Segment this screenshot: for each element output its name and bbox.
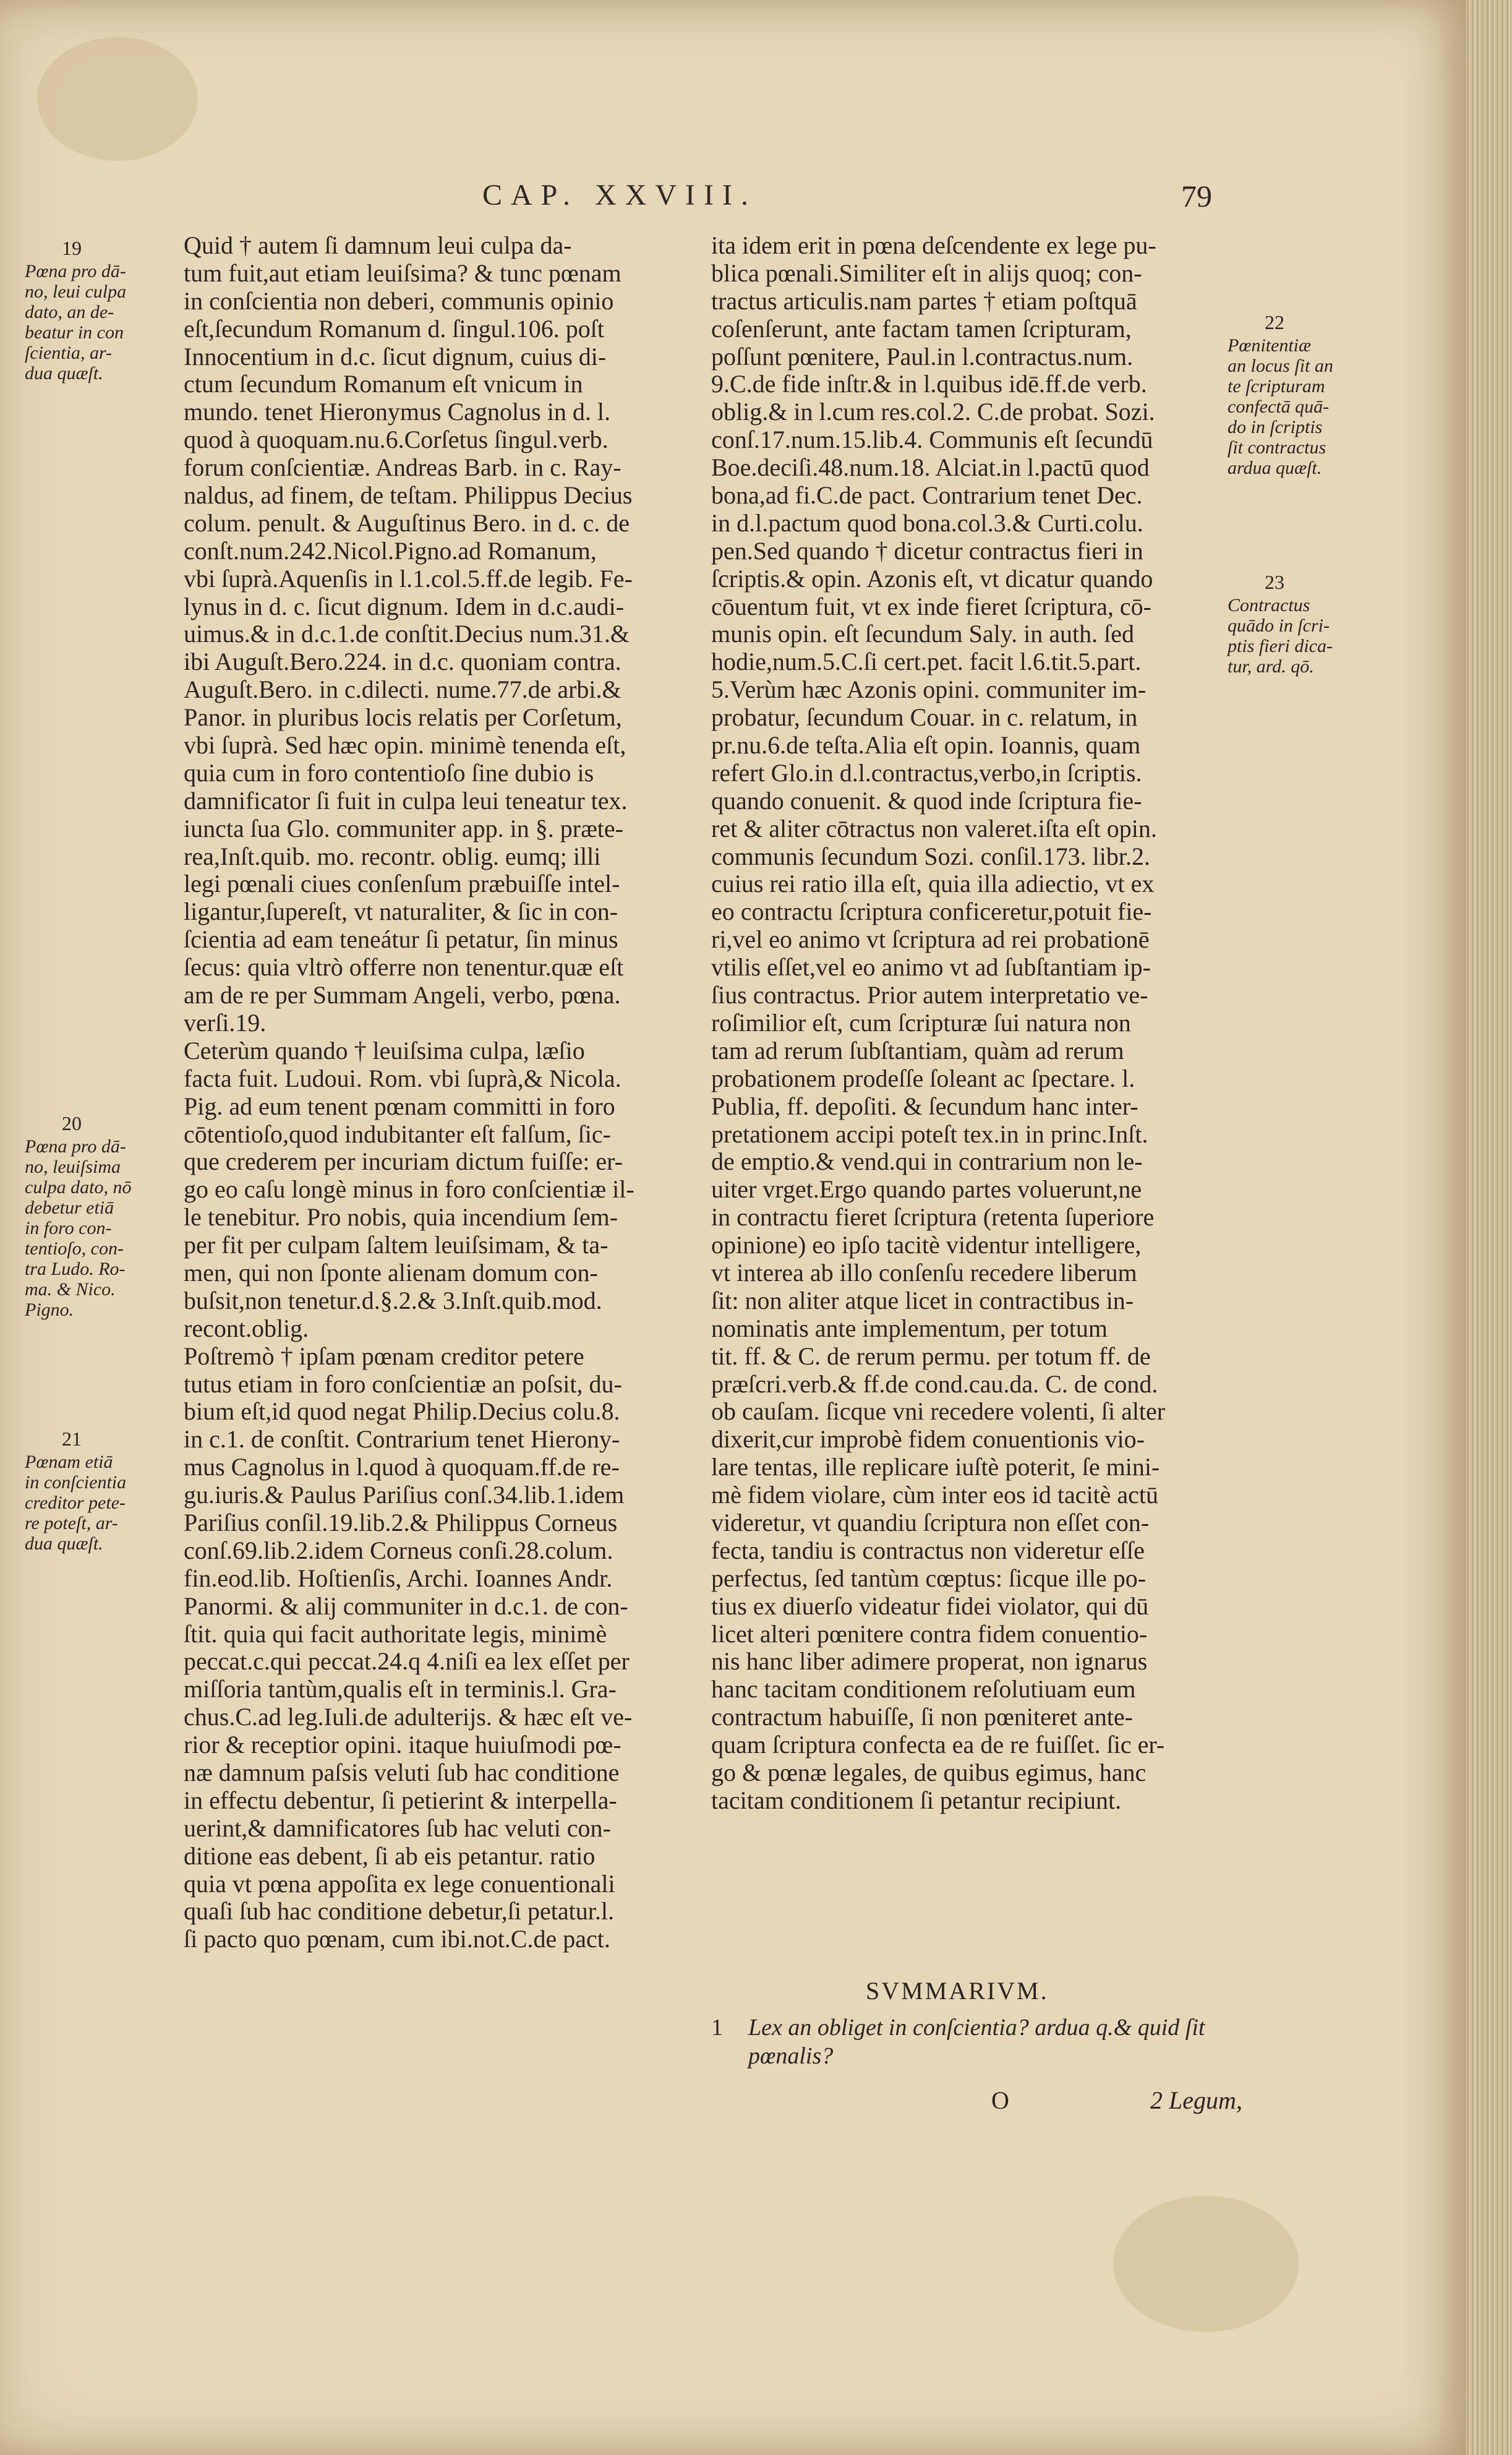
text-line: fecta, tandiu is contractus non videretur eſſe (711, 1536, 1145, 1564)
margin-note-line: beatur in con (25, 322, 124, 343)
margin-note-line: quādo in ſcri- (1228, 615, 1330, 636)
text-line: legi pœnali ciues conſenſum præbuiſſe intel- (184, 870, 620, 898)
text-line: uerint,& damnificatores ſub hac veluti con- (184, 1814, 611, 1842)
text-line: mè fidem violare, cùm inter eos id tacitè actū (711, 1481, 1159, 1509)
text-line: ri,vel eo animo vt ſcriptura ad rei probationē (711, 926, 1150, 954)
text-line: men, qui non ſponte alienam domum con- (184, 1259, 598, 1287)
text-line: ſi pacto quo pœnam, cum ibi.not.C.de pact. (184, 1926, 610, 1953)
text-line: recont.oblig. (184, 1314, 309, 1342)
text-line: nis hanc liber adimere properat, non ignarus (711, 1648, 1148, 1676)
margin-note-line: Contractus (1228, 595, 1310, 615)
text-line: ſit: non aliter atque licet in contractibus in- (711, 1287, 1134, 1314)
page-header (482, 178, 1212, 221)
margin-note-line: confectā quā- (1228, 396, 1330, 417)
margin-note-line: culpa dato, nō (25, 1177, 132, 1198)
text-line: Panor. in pluribus locis relatis per Corſetum, (184, 704, 622, 732)
margin-note (1228, 312, 1376, 478)
text-line: tum fuit,aut etiam leuiſsima? & tunc pœnam (184, 259, 621, 287)
text-line: quod à quoquam.nu.6.Corſetus ſingul.verb. (184, 426, 609, 454)
text-line: hanc tacitam conditionem reſolutiuam eum (711, 1676, 1136, 1703)
page-number: 79 (1181, 179, 1212, 213)
margin-note (25, 1429, 155, 1554)
margin-note-number: 21 (62, 1428, 82, 1450)
text-line: conſt.num.242.Nicol.Pigno.ad Romanum, (184, 537, 597, 565)
margin-note-line: no, leuiſsima (25, 1157, 121, 1177)
text-line: ibi Auguſt.Bero.224. in d.c. quoniam contra. (184, 648, 621, 676)
margin-note-line: in foro con- (25, 1218, 112, 1238)
catchword: 2 Legum, (1150, 2086, 1242, 2114)
text-line: lare tentas, ille replicare iuſtè poterit, ſe mini- (711, 1454, 1160, 1481)
text-line: facta fuit. Ludoui. Rom. vbi ſuprà,& Nicola. (184, 1065, 621, 1092)
text-line: Boe.deciſi.48.num.18. Alciat.in l.pactū quod (711, 454, 1150, 482)
text-line: lynus in d. c. ſicut dignum. Idem in d.c.audi- (184, 593, 625, 620)
text-line: næ damnum paſsis veluti ſub hac conditione (184, 1759, 620, 1786)
text-line: in c.1. de conſtit. Contrarium tenet Hierony- (184, 1426, 620, 1454)
text-line: præſcri.verb.& ff.de cond.cau.da. C. de cond. (711, 1370, 1158, 1398)
text-line: tutus etiam in foro conſcientiæ an poſsit, du- (184, 1370, 622, 1398)
text-line: in conſcientia non deberi, communis opinio (184, 287, 614, 315)
text-line: Pariſius conſil.19.lib.2.& Philippus Corneus (184, 1509, 618, 1536)
text-line: Pig. ad eum tenent pœnam committi in foro (184, 1092, 615, 1120)
text-line: ſtit. quia qui facit authoritate legis, minimè (184, 1620, 607, 1648)
margin-note-number: 23 (1265, 571, 1284, 593)
text-line: peccat.c.qui peccat.24.q 4.niſi ea lex eſſet per (184, 1648, 630, 1676)
text-line: Quid † autem ſi damnum leui culpa da- (184, 232, 572, 259)
text-line: fin.eod.lib. Hoſtienſis, Archi. Ioannes Andr. (184, 1564, 613, 1592)
margin-note-line: no, leui culpa (25, 281, 127, 302)
text-line: tius ex diuerſo videatur fidei violator, qui dū (711, 1592, 1149, 1620)
margin-note-line: ardua quæſt. (1228, 458, 1322, 478)
page-edges (1466, 0, 1512, 2455)
text-line: probationem prodeſſe ſoleant ac ſpectare. l. (711, 1065, 1135, 1092)
margin-note-line: in conſcientia (25, 1472, 127, 1493)
margin-note-number: 19 (62, 237, 82, 259)
paper-stain (37, 37, 198, 161)
text-line: ſius contractus. Prior autem interpretatio ve- (711, 982, 1148, 1009)
text-line: ligantur,ſupereſt, vt naturaliter, & ſic in con- (184, 898, 618, 926)
text-line: ctum ſecundum Romanum eſt vnicum in (184, 371, 583, 398)
text-line: ſcriptis.& opin. Azonis eſt, vt dicatur quando (711, 565, 1153, 593)
text-line: ita idem erit in pœna deſcendente ex lege pu- (711, 232, 1156, 259)
text-line: vbi ſuprà.Aquenſis in l.1.col.5.ff.de legib. Fe- (184, 565, 633, 593)
text-line: poſſunt pœnitere, Paul.in l.contractus.num. (711, 343, 1134, 371)
text-line: chus.C.ad leg.Iuli.de adulterijs. & hæc eſt ve- (184, 1703, 633, 1731)
text-line: Poſtremò † ipſam pœnam creditor petere (184, 1342, 584, 1370)
text-line: vbi ſuprà. Sed hæc opin. minimè tenenda eſt, (184, 732, 626, 760)
text-line: quaſi ſub hac conditione debetur,ſi petatur.l. (184, 1898, 614, 1926)
text-line: ſecus: quia vltrò offerre non tenentur.quæ eſt (184, 954, 624, 982)
text-line: cuius rei ratio illa eſt, quia illa adiectio, vt ex (711, 870, 1155, 898)
text-line: damnificator ſi fuit in culpa leui teneatur tex. (184, 787, 628, 815)
text-line: gu.iuris.& Paulus Pariſius conſ.34.lib.1.idem (184, 1481, 625, 1509)
margin-note-line: tra Ludo. Ro- (25, 1259, 126, 1279)
text-line: iuncta ſua Glo. communiter app. in §. præte- (184, 815, 623, 842)
text-line: verſi.19. (184, 1009, 267, 1037)
margin-note-line: ſcientia, ar- (25, 343, 113, 363)
margin-note-line: Pœnam etiā (25, 1452, 113, 1472)
text-line: que crederem per incuriam dictum fuiſſe: er- (184, 1148, 623, 1176)
text-line: quam ſcriptura confecta ea de re fuiſſet. ſic er- (711, 1731, 1165, 1759)
text-line: munis opin. eſt ſecundum Saly. in auth. ſed (711, 620, 1134, 648)
text-line: cōtentioſo,quod indubitanter eſt falſum, ſic- (184, 1120, 611, 1148)
margin-note-line: re poteſt, ar- (25, 1513, 118, 1533)
text-line: vtilis eſſet,vel eo animo vt ad ſubſtantiam ip- (711, 954, 1151, 982)
margin-note-number: 20 (62, 1112, 82, 1134)
text-line: cōuentum fuit, vt ex inde fieret ſcriptura, cō- (711, 593, 1151, 620)
text-line: nominatis ante implementum, per totum (711, 1314, 1108, 1342)
text-line: miſſoria tantùm,qualis eſt in terminis.l. Gra- (184, 1676, 617, 1703)
text-line: rea,Inſt.quib. mo. recontr. oblig. eumq; illi (184, 842, 601, 870)
left-text-column (184, 232, 674, 1953)
text-line: in contractu fieret ſcriptura (retenta ſuperiore (711, 1204, 1155, 1232)
text-line: perfectus, ſed tantùm cœptus: ſicque ille po- (711, 1564, 1147, 1592)
text-line: buſsit,non tenetur.d.§.2.& 3.Inſt.quib.mod. (184, 1287, 602, 1314)
text-line: probatur, ſecundum Couar. in c. relatum, in (711, 704, 1138, 732)
text-line: licet alteri pœnitere contra fidem conuentio- (711, 1620, 1148, 1648)
text-line: videretur, vt quandiu ſcriptura non eſſet con- (711, 1509, 1150, 1536)
margin-note-line: Pœna pro dā- (25, 1136, 126, 1157)
margin-note-line: te ſcripturam (1228, 376, 1325, 396)
text-line: Innocentium in d.c. ſicut dignum, cuius di- (184, 343, 607, 371)
text-line: tam ad rerum ſubſtantiam, quàm ad rerum (711, 1037, 1124, 1065)
margin-note-line: ma. & Nico. (25, 1279, 116, 1300)
text-line: hodie,num.5.C.ſi cert.pet. facit l.6.tit.5.part. (711, 648, 1142, 676)
text-line: pr.nu.6.de teſta.Alia eſt opin. Ioannis, quam (711, 732, 1141, 760)
text-line: le tenebitur. Pro nobis, quia incendium ſem- (184, 1204, 618, 1232)
text-line: bona,ad fi.C.de pact. Contrarium tenet Dec. (711, 482, 1143, 510)
text-line: dixerit,cur improbè fidem conuentionis vio- (711, 1426, 1145, 1454)
text-line: 9.C.de fide inſtr.& in l.quibus idē.ff.de verb. (711, 371, 1147, 398)
margin-note-line: debetur etiā (25, 1198, 114, 1218)
text-line: pretationem accipi poteſt tex.in in princ.Inſt. (711, 1120, 1148, 1148)
text-line: refert Glo.in d.l.contractus,verbo,in ſcriptis. (711, 759, 1142, 787)
text-line: Publia, ff. depoſiti. & ſecundum hanc inter- (711, 1092, 1138, 1120)
right-text-column (711, 232, 1206, 1815)
text-line: conſ.17.num.15.lib.4. Communis eſt ſecundū (711, 426, 1153, 454)
text-line: Panormi. & alij communiter in d.c.1. de con- (184, 1592, 628, 1620)
paper-stain (1113, 2196, 1299, 2332)
text-line: contractum habuiſſe, ſi non pœniteret ante- (711, 1703, 1133, 1731)
text-line: am de re per Summam Angeli, verbo, pœna. (184, 982, 621, 1009)
margin-note-line: dua quæſt. (25, 1533, 103, 1554)
running-head: CAP. XXVIII. (482, 179, 757, 212)
margin-note-line: do in ſcriptis (1228, 417, 1323, 437)
text-line: bium eſt,id quod negat Philip.Decius colu.8. (184, 1398, 620, 1426)
text-line: ſcientia ad eam teneátur ſi petatur, ſin minus (184, 926, 618, 954)
text-line: uimus.& in d.c.1.de conſtit.Decius num.31.& (184, 620, 630, 648)
text-line: mus Cagnolus in l.quod à quoquam.ff.de re- (184, 1454, 620, 1481)
signature-mark: O (991, 2086, 1009, 2114)
text-line: naldus, ad finem, de teſtam. Philippus Decius (184, 482, 633, 510)
text-line: communis ſecundum Sozi. conſil.173. libr.2. (711, 842, 1150, 870)
margin-note-line: dato, an de- (25, 302, 114, 322)
margin-note (25, 1113, 155, 1320)
text-line: eo contractu ſcriptura conficeretur,potuit fie- (711, 898, 1152, 926)
text-line: Ceterùm quando † leuiſsima culpa, læſio (184, 1037, 585, 1065)
text-line: de emptio.& vend.qui in contrarium non le- (711, 1148, 1143, 1176)
text-line: oblig.& in l.cum res.col.2. C.de probat. Sozi. (711, 398, 1155, 426)
text-line: uiter vrget.Ergo quando partes voluerunt,ne (711, 1176, 1142, 1204)
text-line: per fit per culpam ſaltem leuiſsimam, & ta- (184, 1232, 609, 1259)
text-line: eſt,ſecundum Romanum d. ſingul.106. poſt (184, 315, 604, 343)
text-line: ob cauſam. ſicque vni recedere volenti, ſi alter (711, 1398, 1166, 1426)
text-line: quando conuenit. & quod inde ſcriptura fie- (711, 787, 1142, 815)
text-line: in d.l.pactum quod bona.col.3.& Curti.colu. (711, 509, 1143, 537)
text-line: 5.Verùm hæc Azonis opini. communiter im- (711, 676, 1147, 704)
text-line: colum. penult. & Auguſtinus Bero. in d. c. de (184, 509, 630, 537)
text-line: quia cum in foro contentioſo ſine dubio is (184, 759, 594, 787)
text-line: in effectu debentur, ſi petierint & interpella- (184, 1786, 617, 1814)
margin-note-line: creditor pete- (25, 1493, 126, 1513)
text-line: opinione) eo ipſo tacitè videntur intelligere, (711, 1232, 1142, 1259)
margin-note-line: ptis fieri dica- (1228, 636, 1333, 656)
summary-entry-text: Lex an obliget in conſcientia? ardua q.& quid ſit pœnalis? (748, 2015, 1205, 2069)
text-line: conſ.69.lib.2.idem Corneus conſi.28.colum. (184, 1536, 613, 1564)
summary-entry-number: 1 (711, 2015, 723, 2041)
text-line: forum conſcientiæ. Andreas Barb. in c. Ray- (184, 454, 621, 482)
margin-note-line: Pœna pro dā- (25, 261, 126, 281)
summary-title: SVMMARIVM. (866, 1977, 1049, 2005)
margin-note-line: an locus ſit an (1228, 356, 1333, 376)
text-line: go eo caſu longè minus in foro conſcientiæ il- (184, 1176, 634, 1204)
text-line: mundo. tenet Hieronymus Cagnolus in d. l. (184, 398, 610, 426)
text-line: tacitam conditionem ſi petantur recipiunt. (711, 1786, 1122, 1814)
text-line: tractus articulis.nam partes † etiam poſtquā (711, 287, 1137, 315)
margin-note (25, 238, 155, 383)
text-line: vt interea ab illo conſenſu recedere liberum (711, 1259, 1137, 1287)
margin-note-number: 22 (1265, 311, 1284, 333)
margin-note-line: tentioſo, con- (25, 1238, 124, 1259)
text-line: blica pœnali.Similiter eſt in alijs quoq; con- (711, 259, 1142, 287)
margin-note (1228, 572, 1376, 677)
text-line: ret & aliter cōtractus non valeret.iſta eſt opin. (711, 815, 1157, 842)
text-line: coſenſerunt, ante factam tamen ſcripturam, (711, 315, 1132, 343)
margin-note-line: ſit contractus (1228, 437, 1326, 458)
text-line: go & pœnæ legales, de quibus egimus, hanc (711, 1759, 1147, 1786)
text-line: tit. ff. & C. de rerum permu. per totum ff. de (711, 1342, 1151, 1370)
margin-note-line: Pigno. (25, 1300, 74, 1320)
margin-note-line: Pœnitentiæ (1228, 335, 1311, 356)
margin-note-line: tur, ard. qō. (1228, 656, 1314, 677)
text-line: quia vt pœna appoſita ex lege conuentionali (184, 1870, 615, 1898)
text-line: Auguſt.Bero. in c.dilecti. nume.77.de arbi.& (184, 676, 621, 704)
text-line: roſimilior eſt, cum ſcripturæ ſui natura non (711, 1009, 1131, 1037)
text-line: pen.Sed quando † dicetur contractus fieri in (711, 537, 1143, 565)
margin-note-line: dua quæſt. (25, 363, 103, 383)
text-line: rior & receptior opini. itaque huiuſmodi pœ- (184, 1731, 621, 1759)
text-line: ditione eas debent, ſi ab eis petantur. ratio (184, 1842, 596, 1870)
